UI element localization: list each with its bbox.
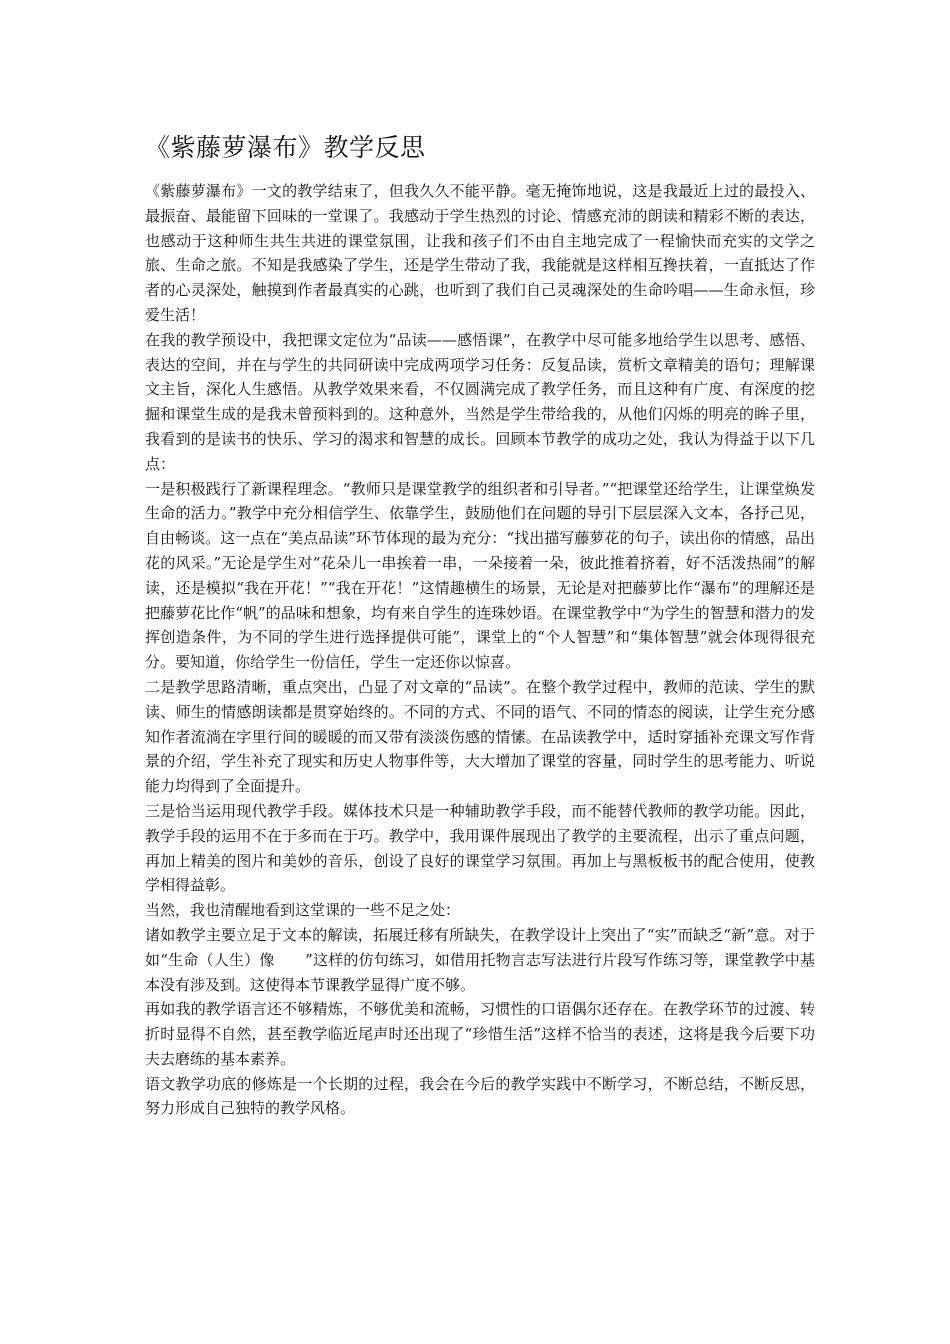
paragraph-conclusion: 语文教学功底的修炼是一个长期的过程，我会在今后的教学实践中不断学习，不断总结，不断反思，努力形成自己独特的教学风格。: [145, 1074, 815, 1118]
paragraph-point-three: 三是恰当运用现代教学手段。媒体技术只是一种辅助教学手段，而不能替代教师的教学功能。因此，教学手段的运用不在于多而在于巧。教学中，我用课件展现出了教学的主要流程，出示了重点问题，再加上精美的图片和美妙的音乐，创设了良好的课堂学习氛围。再加上与黑板板书的配合使用，使教学相得益彰。: [145, 801, 815, 895]
paragraph-teaching-design: 在我的教学预设中，我把课文定位为“品读——感悟课”，在教学中尽可能多地给学生以思考、感悟、表达的空间，并在与学生的共同研读中完成两项学习任务：反复品读，赏析文章精美的语句；理解课文主旨，深化人生感悟。从教学效果来看，不仅圆满完成了教学任务，而且这种有广度、有深度的挖掘和课堂生成的是我未曾预料到的。这种意外，当然是学生带给我的，从他们闪烁的明亮的眸子里，我看到的是读书的快乐、学习的渴求和智慧的成长。回顾本节教学的成功之处，我认为得益于以下几点：: [145, 330, 815, 473]
paragraph-shortcoming-two: 再如我的教学语言还不够精炼，不够优美和流畅，习惯性的口语偶尔还存在。在教学环节的过渡、转折时显得不自然，甚至教学临近尾声时还出现了“珍惜生活”这样不恰当的表述，这将是我今后要下功夫去磨练的基本素养。: [145, 1000, 815, 1068]
paragraph-intro: 《紫藤萝瀑布》一文的教学结束了，但我久久不能平静。毫无掩饰地说，这是我最近上过的最投入、最振奋、最能留下回味的一堂课了。我感动于学生热烈的讨论、情感充沛的朗读和精彩不断的表达，也感动于这种师生共生共进的课堂氛围，让我和孩子们不由自主地完成了一程愉快而充实的文学之旅、生命之旅。不知是我感染了学生，还是学生带动了我，我能就是这样相互搀扶着，一直抵达了作者的心灵深处，触摸到作者最真实的心跳，也听到了我们自己灵魂深处的生命吟唱——生命永恒，珍爱生活！: [145, 182, 815, 324]
document-body: [145, 131, 815, 1121]
paragraph-shortcoming-one: 诸如教学主要立足于文本的解读，拓展迁移有所缺失，在教学设计上突出了“实”而缺乏“新”意。对于如“生命（人生）像 ”这样的仿句练习，如借用托物言志写法进行片段写作练习等，课堂教学中基本没有涉及到。这使得本节课教学显得广度不够。: [145, 925, 815, 994]
paragraph-shortcomings-intro: 当然，我也清醒地看到这堂课的一些不足之处：: [145, 901, 461, 920]
paragraph-point-two: 二是教学思路清晰，重点突出，凸显了对文章的“品读”。在整个教学过程中，教师的范读、学生的默读、师生的情感朗读都是贯穿始终的。不同的方式、不同的语气、不同的情态的阅读，让学生充分感知作者流淌在字里行间的暖暖的而又带有淡淡伤感的情愫。在品读教学中，适时穿插补充课文写作背景的介绍，学生补充了现实和历史人物事件等，大大增加了课堂的容量，同时学生的思考能力、听说能力均得到了全面提升。: [145, 677, 815, 796]
paragraph-point-one: 一是积极践行了新课程理念。“教师只是课堂教学的组织者和引导者。”“把课堂还给学生，让课堂焕发生命的活力。”教学中充分相信学生、依靠学生，鼓励他们在问题的导引下层层深入文本，各抒己见，自由畅谈。这一点在“美点品读”环节体现的最为充分：“找出描写藤萝花的句子，读出你的情感，品出花的风采。”无论是学生对“花朵儿一串挨着一串，一朵接着一朵，彼此推着挤着，好不活泼热闹”的解读，还是模拟“我在开花！”“我在开花！”这情趣横生的场景，无论是对把藤萝比作“瀑布”的理解还是把藤萝花比作“帆”的品味和想象，均有来自学生的连珠妙语。在课堂教学中“为学生的智慧和潜力的发挥创造条件，为不同的学生进行选择提供可能”，课堂上的“个人智慧”和“集体智慧”就会体现得很充分。要知道，你给学生一份信任，学生一定还你以惊喜。: [145, 479, 815, 672]
document-title: 《紫藤萝瀑布》教学反思: [145, 133, 426, 162]
